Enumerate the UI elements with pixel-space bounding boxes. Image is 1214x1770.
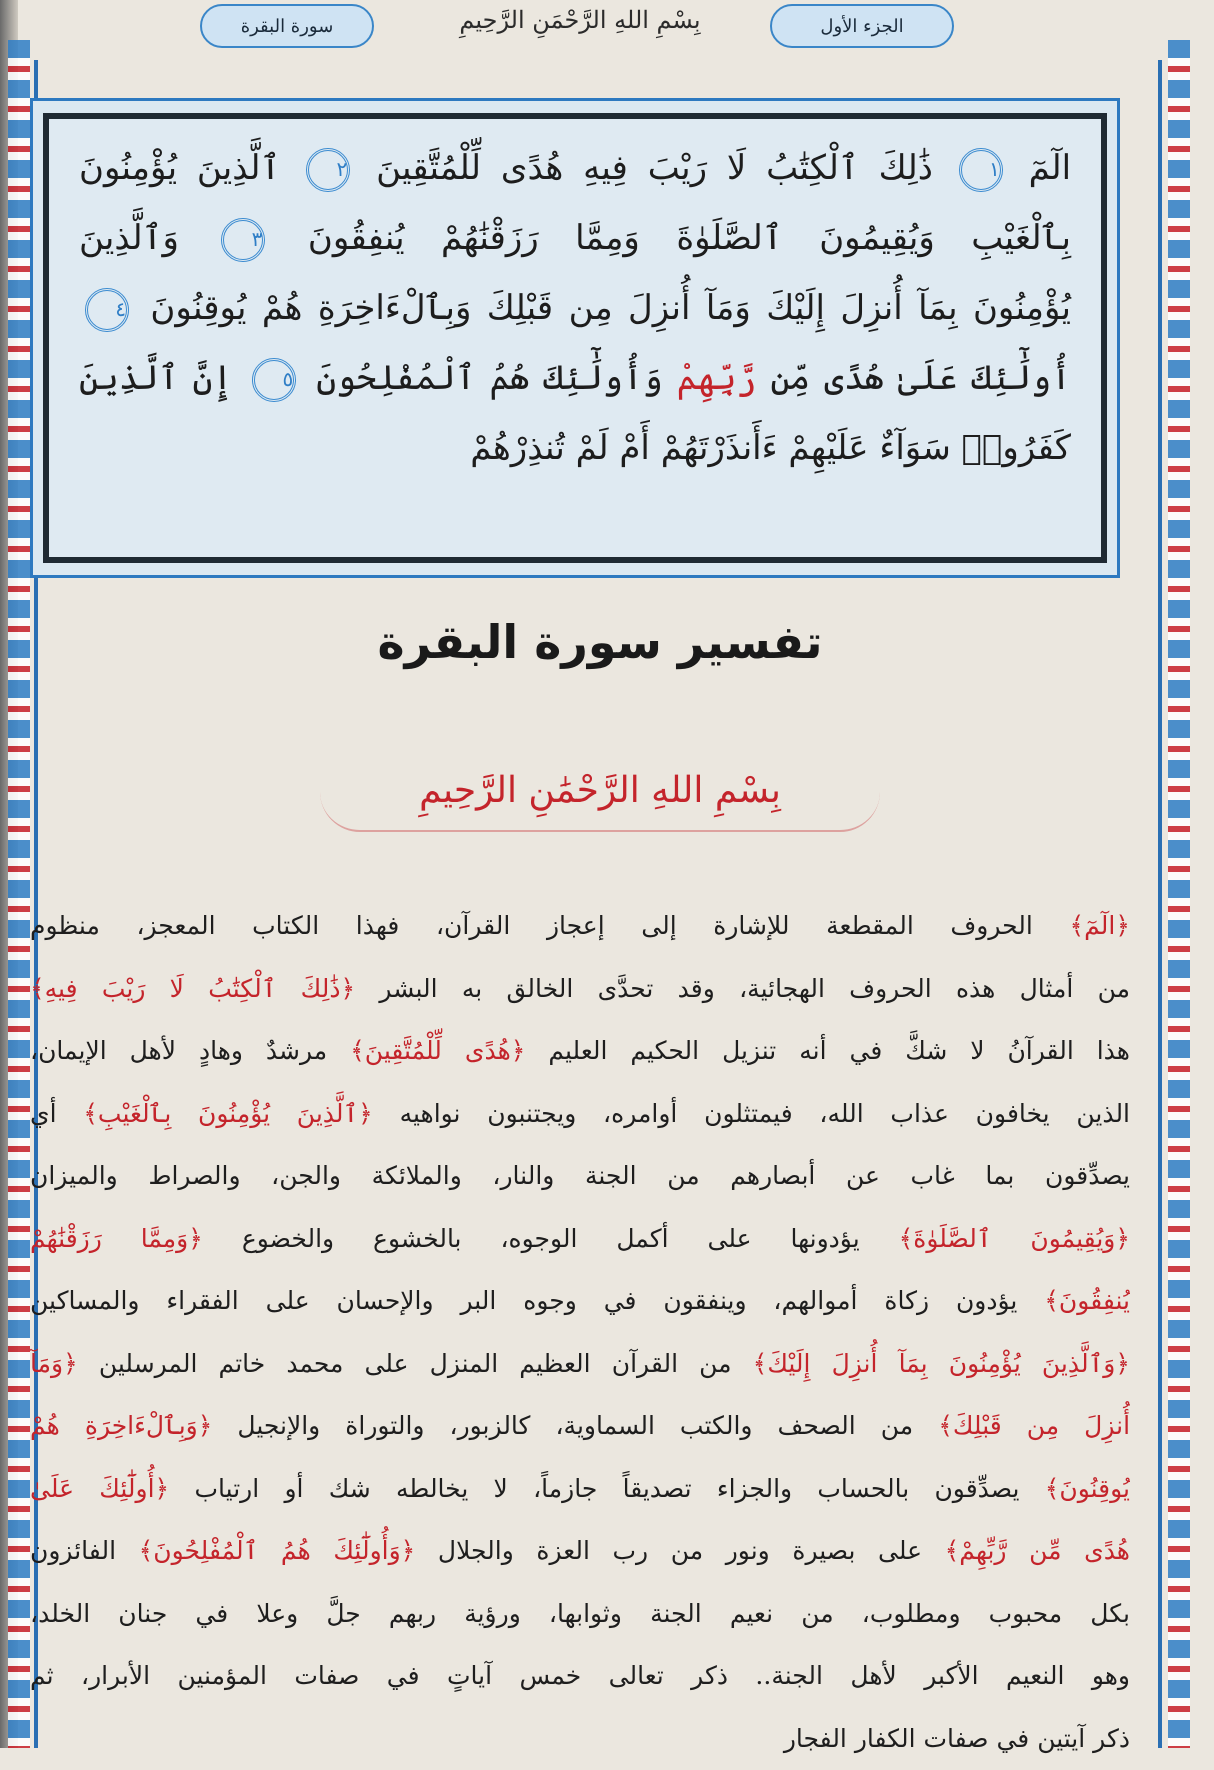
quran-quote: ﴿ذَٰلِكَ ٱلْكِتَٰبُ لَا رَيْبَ فِيهِ﴾: [30, 974, 355, 1003]
tafsir-line: [30, 1520, 1130, 1583]
quran-quote: ﴿وَمَآ: [30, 1349, 78, 1378]
tafsir-line: [30, 1458, 1130, 1521]
quran-text: بِٱلْغَيْبِ وَيُقِيمُونَ ٱلصَّلَوٰةَ وَمِمَّا رَزَقْنَٰهُمْ يُنفِقُونَ: [308, 218, 1071, 258]
ayah-number-icon: ٢: [306, 148, 350, 192]
tafsir-text: وهو النعيم الأكبر لأهل الجنة.. ذكر تعالى خمس آياتٍ في صفات المؤمنين الأبرار، ثم: [30, 1661, 1130, 1690]
quran-line-5: [79, 413, 1071, 483]
quran-inner-frame: [43, 113, 1107, 563]
quran-quote: ﴿الٓمٓ﴾: [1070, 911, 1131, 940]
quran-line-1: [79, 133, 1071, 203]
quran-quote: ﴿وَٱلَّذِينَ يُؤْمِنُونَ بِمَآ أُنزِلَ إِلَيْكَ﴾: [753, 1349, 1130, 1378]
tafsir-text: من الصحف والكتب السماوية، كالزبور، والتوراة والإنجيل: [212, 1411, 938, 1440]
quran-quote: يُنفِقُونَ﴾: [1044, 1286, 1130, 1315]
quran-quote: ﴿أُولَٰٓئِكَ عَلَىٰ: [30, 1474, 169, 1503]
quran-quote: هُدًى مِّن رَّبِّهِمْ﴾: [945, 1536, 1130, 1565]
right-decorative-border: [1168, 40, 1190, 1748]
quran-text: كَفَرُوا۟ سَوَآءٌ عَلَيْهِمْ ءَأَنذَرْتَهُمْ أَمْ لَمْ تُنذِرْهُمْ: [470, 428, 1071, 468]
quran-text-highlight: رَّبِّهِمْ: [677, 358, 757, 398]
tafsir-text: ذكر آيتين في صفات الكفار الفجار: [784, 1724, 1130, 1753]
tafsir-title: تفسير سورة البقرة: [200, 615, 1000, 669]
surah-name-label: سورة البقرة: [200, 4, 374, 48]
quran-text: وَٱلَّذِينَ: [79, 218, 179, 258]
quran-text: ذَٰلِكَ ٱلْكِتَٰبُ لَا رَيْبَ فِيهِ هُدًى لِّلْمُتَّقِينَ: [376, 148, 933, 188]
quran-text-box: [30, 98, 1120, 578]
tafsir-text: مرشدٌ وهادٍ لأهل الإيمان،: [30, 1036, 350, 1065]
tafsir-text: أي: [30, 1099, 83, 1128]
ayah-number-icon: ٣: [221, 218, 265, 262]
quran-quote: ﴿وَبِٱلْءَاخِرَةِ هُمْ: [30, 1411, 212, 1440]
tafsir-line: [30, 1020, 1130, 1083]
quran-quote: ﴿هُدًى لِّلْمُتَّقِينَ﴾: [350, 1036, 525, 1065]
tafsir-line: [30, 1270, 1130, 1333]
quran-text: إِنَّ ٱلَّذِينَ: [79, 358, 232, 398]
right-border-line: [1158, 60, 1162, 1748]
quran-quote: ﴿وَيُقِيمُونَ ٱلصَّلَوٰةَ﴾: [899, 1224, 1130, 1253]
tafsir-text: يصدِّقون بالحساب والجزاء تصديقاً جازماً، لا يخالطه شك أو ارتياب: [169, 1474, 1045, 1503]
quran-text: ٱلَّذِينَ يُؤْمِنُونَ: [79, 148, 280, 188]
tafsir-text: يؤدون زكاة أموالهم، وينفقون في وجوه البر والإحسان على الفقراء والمساكين: [30, 1286, 1044, 1315]
tafsir-text: بكل محبوب ومطلوب، من نعيم الجنة وثوابها، ورؤية ربهم جلَّ وعلا في جنان الخلد،: [30, 1599, 1130, 1628]
tafsir-line: [30, 895, 1130, 958]
tafsir-line: [30, 1208, 1130, 1271]
tafsir-line: [30, 1395, 1130, 1458]
tafsir-line: [30, 1333, 1130, 1396]
quran-text: وَأُولَٰٓئِكَ هُمُ ٱلْمُفْلِحُونَ: [316, 358, 663, 398]
tafsir-line: [30, 958, 1130, 1021]
quran-line-3: [79, 273, 1071, 343]
page-header: [160, 0, 1060, 50]
ayah-number-icon: ٤: [85, 288, 129, 332]
quran-quote: أُنزِلَ مِن قَبْلِكَ﴾: [938, 1411, 1130, 1440]
tafsir-line: [30, 1583, 1130, 1646]
tafsir-text: هذا القرآنُ لا شكَّ في أنه تنزيل الحكيم العليم: [525, 1036, 1130, 1065]
tafsir-line: [30, 1645, 1130, 1708]
quran-text: الٓمٓ: [1029, 148, 1071, 188]
tafsir-basmala: بِسْمِ اللهِ الرَّحْمَٰنِ الرَّحِيمِ: [200, 770, 1000, 811]
tafsir-text: يصدِّقون بما غاب عن أبصارهم من الجنة والنار، والملائكة والجن، والصراط والميزان: [30, 1161, 1130, 1190]
tafsir-line: [30, 1708, 1130, 1770]
juz-label: الجزء الأول: [770, 4, 954, 48]
tafsir-line: [30, 1145, 1130, 1208]
tafsir-line: [30, 1083, 1130, 1146]
quran-line-2: [79, 203, 1071, 273]
quran-quote: ﴿وَمِمَّا رَزَقْنَٰهُمْ: [30, 1224, 203, 1253]
quran-quote: ﴿ٱلَّذِينَ يُؤْمِنُونَ بِٱلْغَيْبِ﴾: [83, 1099, 373, 1128]
left-decorative-border: [8, 40, 30, 1748]
ayah-number-icon: ٥: [252, 358, 296, 402]
tafsir-text: من القرآن العظيم المنزل على محمد خاتم المرسلين: [78, 1349, 753, 1378]
tafsir-text: على بصيرة ونور من رب العزة والجلال: [415, 1536, 944, 1565]
quran-quote: ﴿وَأُولَٰٓئِكَ هُمُ ٱلْمُفْلِحُونَ﴾: [139, 1536, 416, 1565]
quran-text: أُولَٰٓئِكَ عَلَىٰ هُدًى مِّن: [770, 358, 1071, 398]
tafsir-body: [30, 895, 1130, 1770]
tafsir-text: الفائزون: [30, 1536, 139, 1565]
quran-quote: يُوقِنُونَ﴾: [1045, 1474, 1130, 1503]
tafsir-text: الذين يخافون عذاب الله، فيمتثلون أوامره، ويجتنبون نواهيه: [373, 1099, 1130, 1128]
tafsir-text: الحروف المقطعة للإشارة إلى إعجاز القرآن، فهذا الكتاب المعجز، منظوم: [30, 911, 1070, 940]
tafsir-text: من أمثال هذه الحروف الهجائية، وقد تحدَّى الخالق به البشر: [355, 974, 1130, 1003]
ayah-number-icon: ١: [959, 148, 1003, 192]
tafsir-text: يؤدونها على أكمل الوجوه، بالخشوع والخضوع: [203, 1224, 899, 1253]
quran-text: يُؤْمِنُونَ بِمَآ أُنزِلَ إِلَيْكَ وَمَآ أُنزِلَ مِن قَبْلِكَ وَبِٱلْءَاخِرَةِ هُمْ يُوقِنُونَ: [150, 288, 1071, 328]
header-basmala: بِسْمِ اللهِ الرَّحْمَنِ الرَّحِيمِ: [420, 0, 740, 40]
quran-line-4: [79, 343, 1071, 413]
